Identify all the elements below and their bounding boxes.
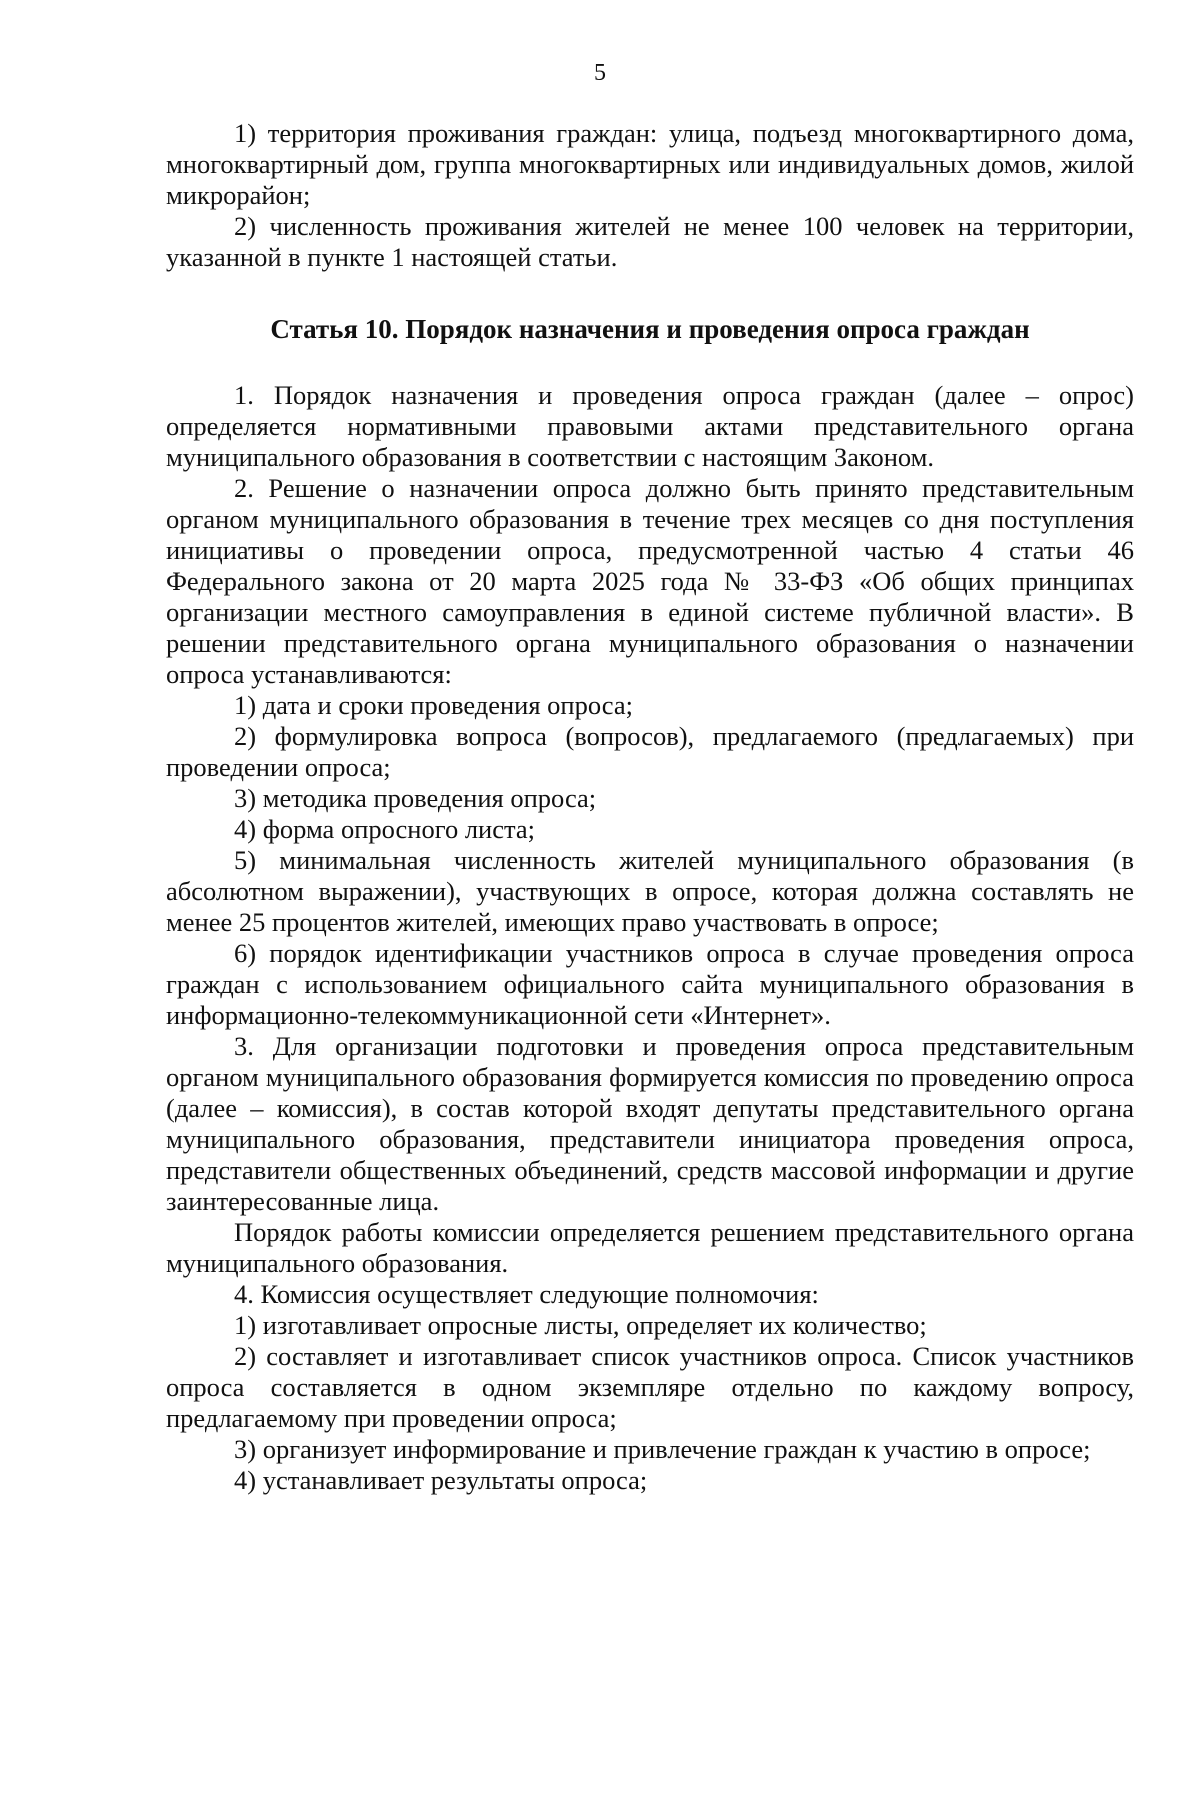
list-item-results: 4) устанавливает результаты опроса; <box>234 1465 648 1495</box>
paragraph-part-3: 3. Для организации подготовки и проведения опроса представительным органом муниципального образования формируется комиссия по проведению опроса (далее – комиссия), в состав которой входят депутаты представительного органа муниципального образования, представители инициатора проведения опроса, представители общественных объединений, средств массовой информации и другие заинтересованные лица. <box>166 1031 1134 1216</box>
paragraph-part-4: 4. Комиссия осуществляет следующие полномочия: <box>234 1279 819 1309</box>
article-heading: Статья 10. Порядок назначения и проведения опроса граждан <box>270 314 1030 344</box>
list-item-question: 2) формулировка вопроса (вопросов), предлагаемого (предлагаемых) при проведении опроса; <box>166 721 1134 782</box>
list-item-informing: 3) организует информирование и привлечение граждан к участию в опросе; <box>234 1434 1091 1464</box>
intro-item-2: 2) численность проживания жителей не менее 100 человек на территории, указанной в пункте 1 настоящей статьи. <box>166 211 1134 272</box>
list-item-min-count: 5) минимальная численность жителей муниципального образования (в абсолютном выражении), участвующих в опросе, которая должна составлять не менее 25 процентов жителей, имеющих право участвовать в опросе; <box>166 845 1134 937</box>
list-item-method: 3) методика проведения опроса; <box>234 783 597 813</box>
article-body <box>166 380 1134 1496</box>
list-item-identification: 6) порядок идентификации участников опроса в случае проведения опроса граждан с использованием официального сайта муниципального образования в информационно-телекоммуникационной сети «Интернет». <box>166 938 1134 1030</box>
paragraph-part-2: 2. Решение о назначении опроса должно быть принято представительным органом муниципального образования в течение трех месяцев со дня поступления инициативы о проведении опроса, предусмотренной частью 4 статьи 46 Федерального закона от 20 марта 2025 года № 33-ФЗ «Об общих принципах организации местного самоуправления в единой системе публичной власти». В решении представительного органа муниципального образования о назначении опроса устанавливаются: <box>166 473 1134 689</box>
paragraph-commission-order: Порядок работы комиссии определяется решением представительного органа муниципального образования. <box>166 1217 1134 1278</box>
intro-item-1: 1) территория проживания граждан: улица, подъезд многоквартирного дома, многоквартирный дом, группа многоквартирных или индивидуальных домов, жилой микрорайон; <box>166 118 1134 210</box>
intro-list <box>166 118 1134 273</box>
list-item-sheets: 1) изготавливает опросные листы, определяет их количество; <box>234 1310 927 1340</box>
page-number: 5 <box>594 60 606 86</box>
list-item-form: 4) форма опросного листа; <box>234 814 536 844</box>
list-item-date: 1) дата и сроки проведения опроса; <box>234 690 633 720</box>
paragraph-part-1: 1. Порядок назначения и проведения опроса граждан (далее – опрос) определяется нормативными правовыми актами представительного органа муниципального образования в соответствии с настоящим Законом. <box>166 380 1134 472</box>
list-item-participants: 2) составляет и изготавливает список участников опроса. Список участников опроса составляется в одном экземпляре отдельно по каждому вопросу, предлагаемому при проведении опроса; <box>166 1341 1134 1433</box>
